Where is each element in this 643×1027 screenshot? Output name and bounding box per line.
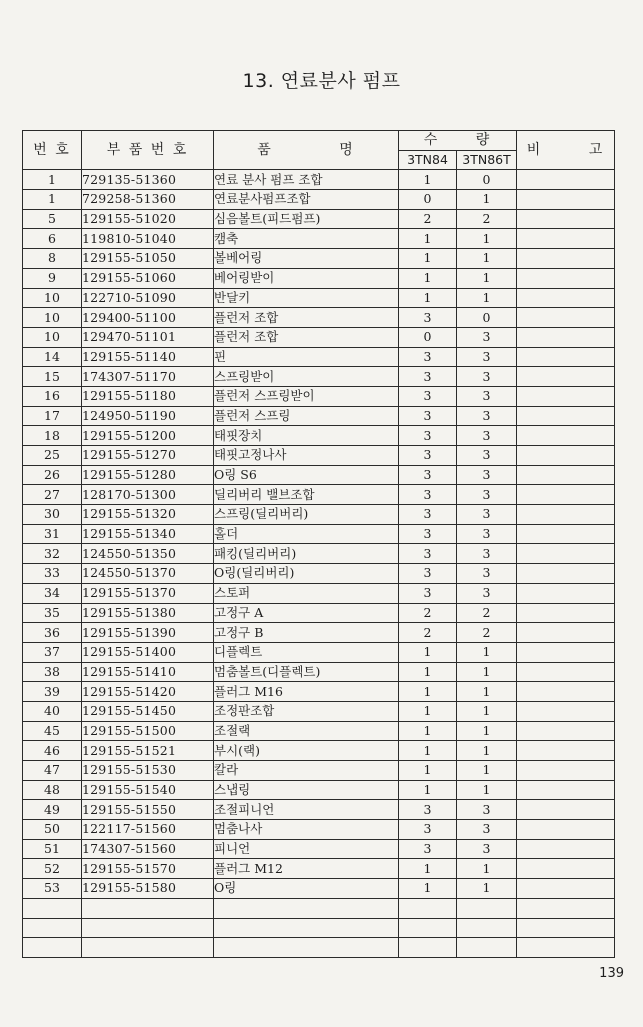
row-qty-3tn86t: 3 <box>457 564 517 584</box>
row-no: 15 <box>23 367 82 387</box>
row-name: 패킹(딜리버리) <box>214 544 399 564</box>
table-row <box>23 761 615 781</box>
row-qty-3tn84: 1 <box>399 662 457 682</box>
row-no: 49 <box>23 800 82 820</box>
table-row <box>23 209 615 229</box>
table-row <box>23 229 615 249</box>
table-row <box>23 347 615 367</box>
row-qty-3tn84: 3 <box>399 308 457 328</box>
row-qty-3tn84: 1 <box>399 761 457 781</box>
row-qty-3tn84: 1 <box>399 859 457 879</box>
row-part-no: 129155-51540 <box>82 780 214 800</box>
row-part-no <box>82 918 214 938</box>
row-qty-3tn84: 3 <box>399 446 457 466</box>
row-part-no: 129155-51500 <box>82 721 214 741</box>
row-no: 9 <box>23 268 82 288</box>
table-header <box>23 131 615 170</box>
table-row <box>23 682 615 702</box>
row-name: O링(딜리버리) <box>214 564 399 584</box>
row-no: 46 <box>23 741 82 761</box>
row-name: 반달키 <box>214 288 399 308</box>
row-part-no: 174307-51170 <box>82 367 214 387</box>
row-qty-3tn86t: 3 <box>457 524 517 544</box>
row-part-no: 174307-51560 <box>82 839 214 859</box>
row-qty-3tn84: 1 <box>399 741 457 761</box>
page-number: 139 <box>599 966 624 981</box>
row-part-no <box>82 938 214 958</box>
row-qty-3tn86t: 0 <box>457 170 517 190</box>
row-part-no: 129155-51370 <box>82 583 214 603</box>
row-name: 디플렉트 <box>214 642 399 662</box>
row-remark <box>517 505 615 525</box>
row-part-no: 129155-51060 <box>82 268 214 288</box>
table-row <box>23 918 615 938</box>
row-no: 39 <box>23 682 82 702</box>
row-qty-3tn84: 1 <box>399 879 457 899</box>
row-qty-3tn86t: 3 <box>457 446 517 466</box>
row-qty-3tn84: 3 <box>399 386 457 406</box>
row-qty-3tn86t <box>457 918 517 938</box>
row-name: 피니언 <box>214 839 399 859</box>
row-no: 53 <box>23 879 82 899</box>
table-row <box>23 446 615 466</box>
table-row <box>23 406 615 426</box>
table-body <box>23 170 615 958</box>
row-qty-3tn84: 0 <box>399 327 457 347</box>
header-remark: 비 고 <box>517 131 615 170</box>
table-row <box>23 721 615 741</box>
row-no: 27 <box>23 485 82 505</box>
row-qty-3tn86t: 3 <box>457 485 517 505</box>
row-qty-3tn84: 3 <box>399 564 457 584</box>
row-name: 플러그 M16 <box>214 682 399 702</box>
table-row <box>23 898 615 918</box>
table-row <box>23 367 615 387</box>
row-qty-3tn86t: 3 <box>457 505 517 525</box>
row-name: 칼라 <box>214 761 399 781</box>
row-part-no: 129155-51450 <box>82 701 214 721</box>
row-name: 플런저 스프링 <box>214 406 399 426</box>
row-qty-3tn84: 3 <box>399 465 457 485</box>
row-part-no: 129155-51521 <box>82 741 214 761</box>
row-remark <box>517 800 615 820</box>
page-title: 13. 연료분사 펌프 <box>242 70 401 92</box>
row-no: 32 <box>23 544 82 564</box>
row-qty-3tn86t: 1 <box>457 879 517 899</box>
row-qty-3tn86t: 1 <box>457 642 517 662</box>
row-qty-3tn86t: 3 <box>457 465 517 485</box>
header-name: 품 명 <box>214 131 399 170</box>
table-row <box>23 327 615 347</box>
row-name: 연료 분사 펌프 조합 <box>214 170 399 190</box>
row-qty-3tn84: 1 <box>399 229 457 249</box>
row-qty-3tn86t: 2 <box>457 209 517 229</box>
row-qty-3tn84: 3 <box>399 839 457 859</box>
row-qty-3tn86t: 3 <box>457 820 517 840</box>
header-qty: 수 량 <box>399 131 517 151</box>
table-row <box>23 642 615 662</box>
row-name: 조절피니언 <box>214 800 399 820</box>
row-qty-3tn84: 3 <box>399 544 457 564</box>
table-row <box>23 879 615 899</box>
row-name <box>214 918 399 938</box>
row-part-no: 129155-51530 <box>82 761 214 781</box>
row-remark <box>517 386 615 406</box>
row-no: 10 <box>23 327 82 347</box>
row-qty-3tn86t: 1 <box>457 190 517 210</box>
row-name: 고정구 A <box>214 603 399 623</box>
row-qty-3tn86t: 3 <box>457 406 517 426</box>
row-no: 31 <box>23 524 82 544</box>
row-part-no: 129155-51270 <box>82 446 214 466</box>
row-no: 10 <box>23 288 82 308</box>
row-qty-3tn84: 1 <box>399 288 457 308</box>
row-part-no: 129155-51020 <box>82 209 214 229</box>
row-name: 딜리버리 밸브조합 <box>214 485 399 505</box>
row-remark <box>517 229 615 249</box>
row-qty-3tn86t: 3 <box>457 327 517 347</box>
header-model-1: 3TN84 <box>399 150 457 170</box>
table-row <box>23 190 615 210</box>
row-qty-3tn84: 3 <box>399 485 457 505</box>
row-qty-3tn84: 3 <box>399 583 457 603</box>
row-qty-3tn86t: 3 <box>457 347 517 367</box>
row-name: 조정판조합 <box>214 701 399 721</box>
row-remark <box>517 780 615 800</box>
row-part-no: 124550-51370 <box>82 564 214 584</box>
row-remark <box>517 820 615 840</box>
row-part-no: 122117-51560 <box>82 820 214 840</box>
header-no: 번 호 <box>23 131 82 170</box>
row-part-no: 119810-51040 <box>82 229 214 249</box>
row-no: 34 <box>23 583 82 603</box>
row-name: 플런저 스프링받이 <box>214 386 399 406</box>
table-row <box>23 426 615 446</box>
row-name <box>214 938 399 958</box>
row-part-no: 129400-51100 <box>82 308 214 328</box>
row-part-no: 129155-51390 <box>82 623 214 643</box>
table-row <box>23 741 615 761</box>
table-row <box>23 603 615 623</box>
row-qty-3tn84: 3 <box>399 524 457 544</box>
row-name: O링 S6 <box>214 465 399 485</box>
row-name: 심음볼트(피드펌프) <box>214 209 399 229</box>
parts-table <box>22 130 615 958</box>
row-name: 핀 <box>214 347 399 367</box>
row-remark <box>517 426 615 446</box>
row-remark <box>517 446 615 466</box>
row-qty-3tn84: 3 <box>399 820 457 840</box>
row-name: 멈춤나사 <box>214 820 399 840</box>
table-row <box>23 820 615 840</box>
table-row <box>23 465 615 485</box>
row-part-no: 129155-51340 <box>82 524 214 544</box>
row-no: 18 <box>23 426 82 446</box>
row-name: 스프링(딜리버리) <box>214 505 399 525</box>
row-remark <box>517 918 615 938</box>
table-row <box>23 485 615 505</box>
row-name <box>214 898 399 918</box>
table-row <box>23 938 615 958</box>
row-qty-3tn86t: 1 <box>457 249 517 269</box>
row-qty-3tn84: 3 <box>399 505 457 525</box>
row-qty-3tn86t: 2 <box>457 603 517 623</box>
row-qty-3tn86t: 3 <box>457 426 517 446</box>
row-no: 8 <box>23 249 82 269</box>
row-remark <box>517 839 615 859</box>
row-remark <box>517 938 615 958</box>
row-qty-3tn86t: 1 <box>457 859 517 879</box>
row-no: 37 <box>23 642 82 662</box>
row-remark <box>517 761 615 781</box>
row-name: 볼베어링 <box>214 249 399 269</box>
row-part-no: 729135-51360 <box>82 170 214 190</box>
row-remark <box>517 367 615 387</box>
row-qty-3tn84: 3 <box>399 406 457 426</box>
table-row <box>23 701 615 721</box>
row-name: 고정구 B <box>214 623 399 643</box>
row-part-no <box>82 898 214 918</box>
row-qty-3tn84: 1 <box>399 682 457 702</box>
row-qty-3tn84: 1 <box>399 170 457 190</box>
row-name: 스냅링 <box>214 780 399 800</box>
row-qty-3tn84: 1 <box>399 721 457 741</box>
table-row <box>23 386 615 406</box>
row-remark <box>517 564 615 584</box>
row-remark <box>517 465 615 485</box>
row-no: 26 <box>23 465 82 485</box>
row-remark <box>517 327 615 347</box>
row-part-no: 129155-51410 <box>82 662 214 682</box>
row-no: 1 <box>23 170 82 190</box>
row-part-no: 129470-51101 <box>82 327 214 347</box>
row-remark <box>517 721 615 741</box>
header-part-no: 부 품 번 호 <box>82 131 214 170</box>
row-qty-3tn84 <box>399 918 457 938</box>
header-model-2: 3TN86T <box>457 150 517 170</box>
row-name: 조절랙 <box>214 721 399 741</box>
row-part-no: 129155-51550 <box>82 800 214 820</box>
row-qty-3tn86t: 3 <box>457 583 517 603</box>
row-remark <box>517 879 615 899</box>
row-qty-3tn84 <box>399 898 457 918</box>
row-remark <box>517 682 615 702</box>
row-remark <box>517 662 615 682</box>
row-remark <box>517 544 615 564</box>
row-remark <box>517 898 615 918</box>
row-qty-3tn86t: 1 <box>457 288 517 308</box>
row-name: 플러그 M12 <box>214 859 399 879</box>
row-qty-3tn84: 1 <box>399 701 457 721</box>
row-qty-3tn86t: 0 <box>457 308 517 328</box>
row-qty-3tn86t: 3 <box>457 839 517 859</box>
row-name: 플런저 조합 <box>214 308 399 328</box>
table-row <box>23 505 615 525</box>
row-remark <box>517 249 615 269</box>
row-qty-3tn86t: 1 <box>457 701 517 721</box>
row-part-no: 124950-51190 <box>82 406 214 426</box>
row-part-no: 129155-51380 <box>82 603 214 623</box>
table-row <box>23 288 615 308</box>
row-qty-3tn86t: 1 <box>457 721 517 741</box>
row-no: 40 <box>23 701 82 721</box>
row-qty-3tn84 <box>399 938 457 958</box>
row-qty-3tn86t: 1 <box>457 682 517 702</box>
table-row <box>23 249 615 269</box>
row-qty-3tn84: 1 <box>399 268 457 288</box>
row-no: 50 <box>23 820 82 840</box>
row-name: 베어링받이 <box>214 268 399 288</box>
row-remark <box>517 308 615 328</box>
row-name: O링 <box>214 879 399 899</box>
row-name: 멈춤볼트(디플렉트) <box>214 662 399 682</box>
row-no: 52 <box>23 859 82 879</box>
row-remark <box>517 859 615 879</box>
row-name: 태핏장치 <box>214 426 399 446</box>
row-part-no: 129155-51200 <box>82 426 214 446</box>
row-no: 5 <box>23 209 82 229</box>
row-remark <box>517 406 615 426</box>
row-qty-3tn84: 3 <box>399 800 457 820</box>
table-row <box>23 544 615 564</box>
row-part-no: 129155-51570 <box>82 859 214 879</box>
row-qty-3tn84: 2 <box>399 209 457 229</box>
row-qty-3tn84: 2 <box>399 623 457 643</box>
table-row <box>23 662 615 682</box>
row-name: 연료분사펌프조합 <box>214 190 399 210</box>
row-part-no: 129155-51280 <box>82 465 214 485</box>
row-no: 14 <box>23 347 82 367</box>
row-qty-3tn84: 3 <box>399 347 457 367</box>
row-part-no: 729258-51360 <box>82 190 214 210</box>
table-row <box>23 308 615 328</box>
table-row <box>23 583 615 603</box>
row-no: 30 <box>23 505 82 525</box>
row-qty-3tn86t: 1 <box>457 761 517 781</box>
row-no: 25 <box>23 446 82 466</box>
row-no: 33 <box>23 564 82 584</box>
row-no: 45 <box>23 721 82 741</box>
row-remark <box>517 485 615 505</box>
row-no: 38 <box>23 662 82 682</box>
row-remark <box>517 209 615 229</box>
row-name: 부시(랙) <box>214 741 399 761</box>
row-qty-3tn86t: 3 <box>457 544 517 564</box>
table-row <box>23 268 615 288</box>
row-part-no: 129155-51180 <box>82 386 214 406</box>
row-no <box>23 918 82 938</box>
row-qty-3tn86t: 1 <box>457 229 517 249</box>
row-part-no: 129155-51400 <box>82 642 214 662</box>
row-qty-3tn86t: 3 <box>457 800 517 820</box>
row-no: 1 <box>23 190 82 210</box>
row-remark <box>517 741 615 761</box>
row-no: 36 <box>23 623 82 643</box>
row-part-no: 122710-51090 <box>82 288 214 308</box>
row-no <box>23 938 82 958</box>
row-name: 스토퍼 <box>214 583 399 603</box>
row-no: 47 <box>23 761 82 781</box>
row-qty-3tn86t: 3 <box>457 386 517 406</box>
row-name: 스프링받이 <box>214 367 399 387</box>
table-row <box>23 800 615 820</box>
row-name: 플런저 조합 <box>214 327 399 347</box>
table-row <box>23 623 615 643</box>
row-name: 태핏고정나사 <box>214 446 399 466</box>
row-qty-3tn84: 2 <box>399 603 457 623</box>
row-no: 10 <box>23 308 82 328</box>
row-remark <box>517 524 615 544</box>
table-row <box>23 170 615 190</box>
row-qty-3tn86t <box>457 938 517 958</box>
row-remark <box>517 701 615 721</box>
row-no: 16 <box>23 386 82 406</box>
row-qty-3tn84: 1 <box>399 642 457 662</box>
row-remark <box>517 583 615 603</box>
row-no: 6 <box>23 229 82 249</box>
row-remark <box>517 623 615 643</box>
row-part-no: 129155-51420 <box>82 682 214 702</box>
table-row <box>23 859 615 879</box>
row-no: 17 <box>23 406 82 426</box>
table-row <box>23 780 615 800</box>
row-no <box>23 898 82 918</box>
table-row <box>23 839 615 859</box>
row-qty-3tn86t: 3 <box>457 367 517 387</box>
row-qty-3tn84: 3 <box>399 367 457 387</box>
row-qty-3tn86t <box>457 898 517 918</box>
row-no: 51 <box>23 839 82 859</box>
row-remark <box>517 190 615 210</box>
row-qty-3tn84: 0 <box>399 190 457 210</box>
row-name: 홀더 <box>214 524 399 544</box>
row-remark <box>517 603 615 623</box>
row-qty-3tn86t: 1 <box>457 741 517 761</box>
row-remark <box>517 288 615 308</box>
row-qty-3tn84: 3 <box>399 426 457 446</box>
row-no: 35 <box>23 603 82 623</box>
table-row <box>23 524 615 544</box>
row-remark <box>517 642 615 662</box>
row-qty-3tn84: 1 <box>399 249 457 269</box>
row-qty-3tn86t: 2 <box>457 623 517 643</box>
row-no: 48 <box>23 780 82 800</box>
row-part-no: 129155-51050 <box>82 249 214 269</box>
row-part-no: 129155-51140 <box>82 347 214 367</box>
row-qty-3tn86t: 1 <box>457 268 517 288</box>
row-remark <box>517 268 615 288</box>
row-part-no: 124550-51350 <box>82 544 214 564</box>
row-remark <box>517 347 615 367</box>
row-qty-3tn86t: 1 <box>457 662 517 682</box>
row-part-no: 129155-51580 <box>82 879 214 899</box>
row-qty-3tn84: 1 <box>399 780 457 800</box>
row-qty-3tn86t: 1 <box>457 780 517 800</box>
row-part-no: 129155-51320 <box>82 505 214 525</box>
row-part-no: 128170-51300 <box>82 485 214 505</box>
row-remark <box>517 170 615 190</box>
row-name: 캠축 <box>214 229 399 249</box>
table-row <box>23 564 615 584</box>
